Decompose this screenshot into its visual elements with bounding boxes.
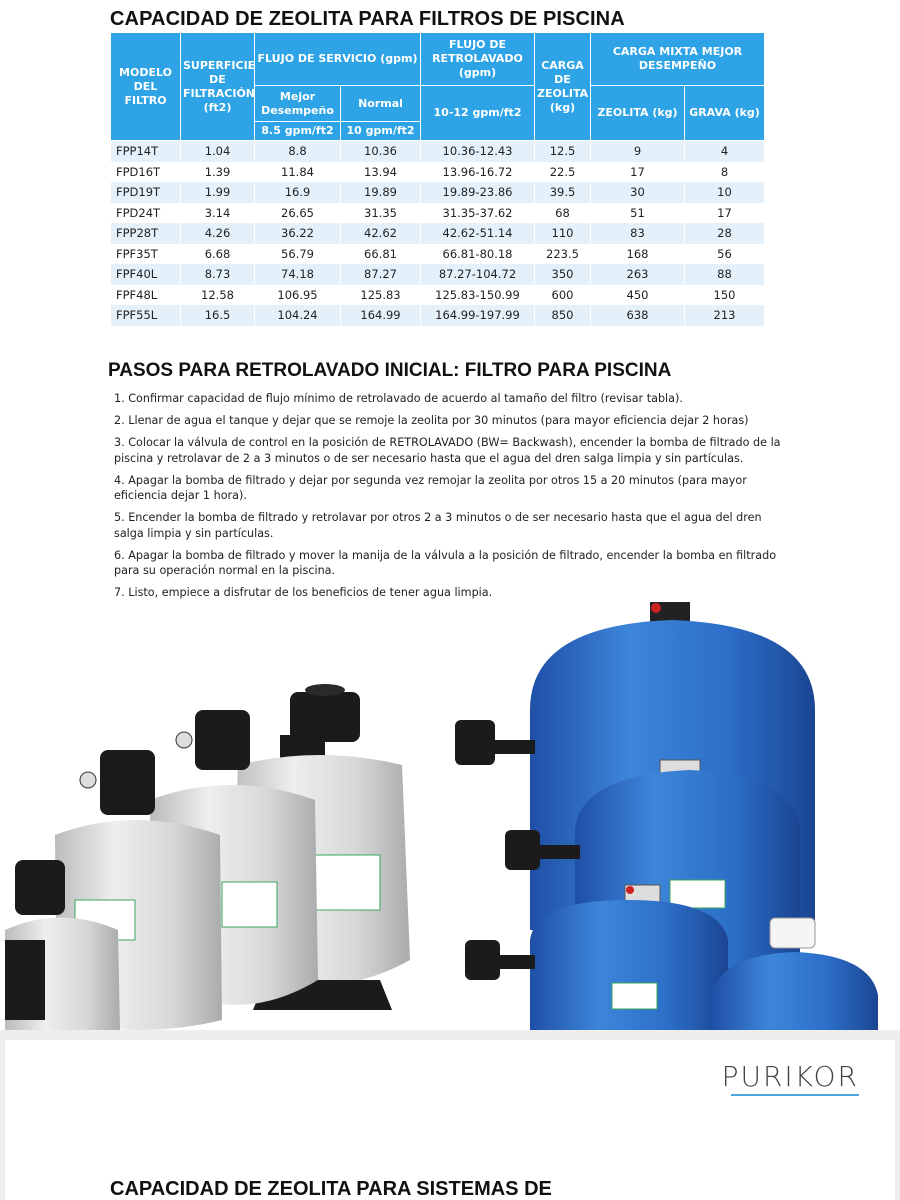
table-cell: 36.22: [255, 223, 341, 244]
table-cell: 8.8: [255, 141, 341, 162]
table-cell: 8.73: [181, 264, 255, 285]
table-cell: 87.27: [341, 264, 421, 285]
step-item: 5. Encender la bomba de filtrado y retrolavar por otros 2 a 3 minutos o de ser necesario hasta que el agua del dren salga limpia y sin partículas.: [114, 511, 762, 540]
header-carga-mixta: CARGA MIXTA MEJOR DESEMPEÑO: [591, 33, 765, 86]
table-cell: 74.18: [255, 264, 341, 285]
table-title: CAPACIDAD DE ZEOLITA PARA FILTROS DE PISCINA: [110, 8, 625, 30]
table-cell: 66.81-80.18: [421, 244, 535, 265]
document-page-2: [5, 1040, 895, 1200]
logo-underline: [731, 1094, 859, 1096]
table-row: [111, 141, 765, 162]
table-cell: FPF48L: [111, 285, 181, 306]
table-row: [111, 162, 765, 183]
header-normal-rate: 10 gpm/ft2: [341, 122, 421, 141]
header-retrolavado: FLUJO DE RETROLAVADO (gpm): [421, 33, 535, 86]
table-cell: 9: [591, 141, 685, 162]
header-normal: Normal: [341, 86, 421, 122]
table-cell: 150: [685, 285, 765, 306]
table-cell: 26.65: [255, 203, 341, 224]
table-cell: 850: [535, 305, 591, 326]
table-cell: 168: [591, 244, 685, 265]
table-cell: 16.9: [255, 182, 341, 203]
table-cell: 3.14: [181, 203, 255, 224]
table-cell: 600: [535, 285, 591, 306]
header-mejor-rate: 8.5 gpm/ft2: [255, 122, 341, 141]
table-cell: 56.79: [255, 244, 341, 265]
table-cell: 125.83: [341, 285, 421, 306]
table-cell: 39.5: [535, 182, 591, 203]
table-cell: 87.27-104.72: [421, 264, 535, 285]
table-row: [111, 305, 765, 326]
table-cell: 51: [591, 203, 685, 224]
table-cell: 638: [591, 305, 685, 326]
table-cell: 22.5: [535, 162, 591, 183]
table-cell: 42.62-51.14: [421, 223, 535, 244]
header-retrolavado-rate: 10-12 gpm/ft2: [421, 86, 535, 141]
table-cell: 68: [535, 203, 591, 224]
table-cell: 164.99: [341, 305, 421, 326]
table-cell: 31.35-37.62: [421, 203, 535, 224]
table-row: [111, 244, 765, 265]
table-cell: FPP14T: [111, 141, 181, 162]
table-cell: 1.39: [181, 162, 255, 183]
table-cell: 42.62: [341, 223, 421, 244]
header-modelo: MODELO DEL FILTRO: [111, 33, 181, 141]
header-grava: GRAVA (kg): [685, 86, 765, 141]
table-cell: 12.58: [181, 285, 255, 306]
table-cell: 1.99: [181, 182, 255, 203]
table-cell: 350: [535, 264, 591, 285]
table-cell: FPP28T: [111, 223, 181, 244]
zeolite-capacity-table: [110, 32, 765, 326]
table-cell: FPD19T: [111, 182, 181, 203]
step-item: 4. Apagar la bomba de filtrado y dejar por segunda vez remojar la zeolita por otros 15 a 20 minutos (para mayor eficiencia dejar 1 hora).: [114, 473, 747, 502]
table-cell: FPF55L: [111, 305, 181, 326]
table-cell: 83: [591, 223, 685, 244]
step-item: 2. Llenar de agua el tanque y dejar que se remoje la zeolita por 30 minutos (para mayor eficiencia dejar 2 horas): [114, 414, 749, 427]
table-cell: 17: [591, 162, 685, 183]
table-cell: 12.5: [535, 141, 591, 162]
table-cell: 1.04: [181, 141, 255, 162]
table-cell: 125.83-150.99: [421, 285, 535, 306]
table-cell: 56: [685, 244, 765, 265]
table-row: [111, 182, 765, 203]
table-cell: 19.89: [341, 182, 421, 203]
table-cell: 106.95: [255, 285, 341, 306]
backwash-steps: [114, 391, 784, 607]
table-body: [111, 141, 765, 326]
table-cell: 4: [685, 141, 765, 162]
table-row: [111, 285, 765, 306]
purikor-logo: PURIKOR: [721, 1060, 859, 1093]
table-row: [111, 223, 765, 244]
table-cell: 11.84: [255, 162, 341, 183]
table-cell: 164.99-197.99: [421, 305, 535, 326]
table-cell: 13.96-16.72: [421, 162, 535, 183]
table-cell: 10.36-12.43: [421, 141, 535, 162]
table-cell: 450: [591, 285, 685, 306]
table-cell: 10.36: [341, 141, 421, 162]
header-zeolita: ZEOLITA (kg): [591, 86, 685, 141]
step-item: 3. Colocar la válvula de control en la posición de RETROLAVADO (BW= Backwash), encender la bomba de filtrado de la piscina y retrolavar de 2 a 3 minutos o de ser necesario hasta que el agua del dren salga limpia y sin partículas.: [114, 436, 781, 465]
table-cell: FPD24T: [111, 203, 181, 224]
table-cell: 13.94: [341, 162, 421, 183]
table-cell: 110: [535, 223, 591, 244]
table-cell: 223.5: [535, 244, 591, 265]
table-cell: 31.35: [341, 203, 421, 224]
header-flujo-servicio: FLUJO DE SERVICIO (gpm): [255, 33, 421, 86]
pool-filters-photo: [0, 600, 900, 1030]
table-cell: 16.5: [181, 305, 255, 326]
next-section-title: CAPACIDAD DE ZEOLITA PARA SISTEMAS DE: [110, 1178, 552, 1200]
table-row: [111, 203, 765, 224]
step-item: 7. Listo, empiece a disfrutar de los beneficios de tener agua limpia.: [114, 586, 493, 599]
step-item: 1. Confirmar capacidad de flujo mínimo de retrolavado de acuerdo al tamaño del filtro (revisar tabla).: [114, 392, 683, 405]
step-item: 6. Apagar la bomba de filtrado y mover la manija de la válvula a la posición de filtrado, encender la bomba en filtrado para su operación normal en la piscina.: [114, 548, 777, 577]
table-cell: 6.68: [181, 244, 255, 265]
header-carga: CARGA DE ZEOLITA (kg): [535, 33, 591, 141]
table-cell: 263: [591, 264, 685, 285]
table-cell: 8: [685, 162, 765, 183]
table-cell: 17: [685, 203, 765, 224]
table-cell: 88: [685, 264, 765, 285]
header-mejor: Mejor Desempeño: [255, 86, 341, 122]
table-row: [111, 264, 765, 285]
table-cell: FPD16T: [111, 162, 181, 183]
blue-filter-tank-small: [465, 885, 728, 1030]
table-cell: 19.89-23.86: [421, 182, 535, 203]
table-cell: 66.81: [341, 244, 421, 265]
table-cell: FPF40L: [111, 264, 181, 285]
table-cell: 30: [591, 182, 685, 203]
table-cell: 28: [685, 223, 765, 244]
header-superficie: SUPERFICIE DE FILTRACIÓN (ft2): [181, 33, 255, 141]
table-cell: 10: [685, 182, 765, 203]
steps-title: PASOS PARA RETROLAVADO INICIAL: FILTRO PARA PISCINA: [108, 360, 672, 381]
table-cell: 4.26: [181, 223, 255, 244]
table-cell: 213: [685, 305, 765, 326]
table-cell: FPF35T: [111, 244, 181, 265]
table-cell: 104.24: [255, 305, 341, 326]
